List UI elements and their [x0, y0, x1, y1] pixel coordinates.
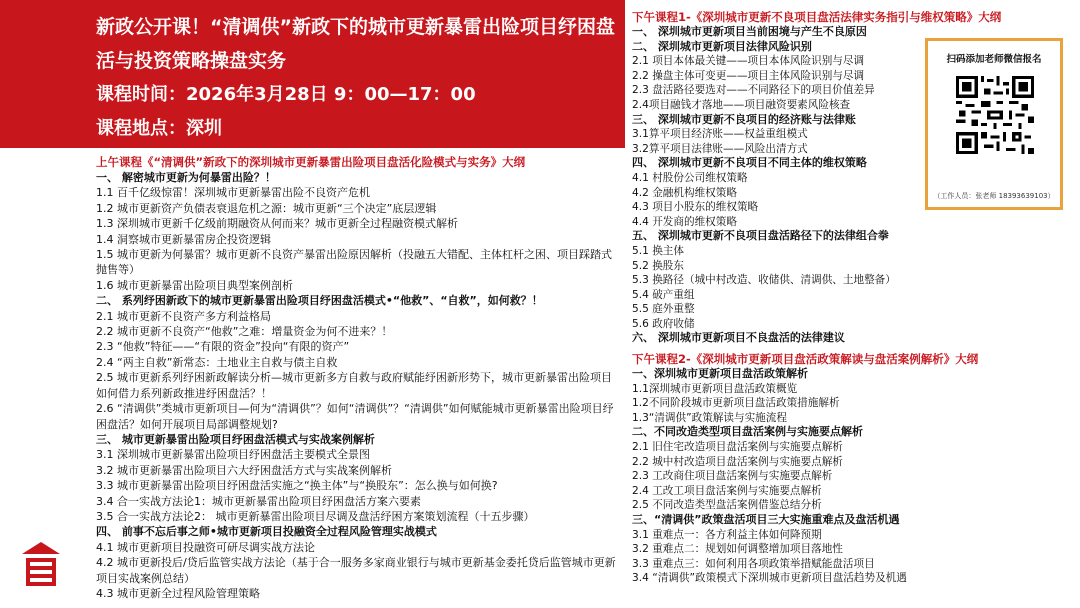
- outline-heading: 一、 解密城市更新为何暴雷出险？！: [96, 171, 276, 184]
- outline-item: 1.3“清调供”政策解读与实施流程: [632, 411, 787, 424]
- outline-item: 2.2 城市更新不良资产“他救”之难：增量资金为何不进来？！: [96, 325, 393, 339]
- afternoon-outline-2-lines: [632, 367, 1072, 586]
- outline-item: 4.2 金融机构维权策略: [632, 186, 737, 199]
- qr-code-icon[interactable]: [956, 76, 1034, 154]
- outline-item: 2.3 工改商住项目盘活案例与实施要点解析: [632, 470, 833, 483]
- outline-item: 4.3 城市更新全过程风险管理策略: [96, 586, 260, 600]
- course-time: 课程时间：2026年3月28日 9：00—17：00: [96, 84, 476, 105]
- outline-item: 5.4 破产重组: [632, 288, 695, 301]
- outline-item: 3.1算平项目经济账——权益重组模式: [632, 128, 808, 141]
- outline-item: 3.2 重难点二：规划如何调整增加项目落地性: [632, 543, 843, 556]
- outline-item: 4.1 村股份公司维权策略: [632, 171, 748, 184]
- outline-item: 2.5 城市更新系列纾困新政解读分析—城市更新多方自救与政府赋能纾困新形势下，城市更新暴雷出险项目如何借力系列新政推进纾困盘活？！: [96, 371, 612, 400]
- page-title: 新政公开课！“清调供”新政下的城市更新暴雷出险项目纾困盘活与投资策略操盘实务: [96, 16, 615, 72]
- morning-outline: [96, 154, 621, 601]
- outline-item: 3.1 重难点一：各方利益主体如何降预期: [632, 528, 822, 541]
- outline-heading: 二、不同改造类型项目盘活案例与实施要点解析: [632, 425, 863, 439]
- outline-heading: 四、 前事不忘后事之师•城市更新项目投融资全过程风险管理实战模式: [96, 525, 437, 539]
- afternoon-outline-2-title: 下午课程2-《深圳城市更新项目盘活政策解读与盘活案例解析》大纲: [632, 352, 979, 366]
- afternoon-outline-2: [632, 351, 1072, 586]
- outline-heading: 三、 城市更新暴雷出险项目纾困盘活模式与实战案例解析: [96, 432, 375, 446]
- outline-heading: 二、 深圳城市更新项目法律风险识别: [632, 39, 812, 53]
- outline-item: 1.4 洞察城市更新暴雷房企投资逻辑: [96, 232, 271, 246]
- qr-caption: 扫码添加老师微信报名: [946, 54, 1042, 65]
- outline-heading: 五、 深圳城市更新不良项目盘活路径下的法律组合拳: [632, 229, 889, 243]
- afternoon-outline-1-title: 下午课程1-《深圳城市更新不良项目盘活法律实务指引与维权策略》大纲: [632, 10, 1002, 24]
- outline-item: 2.3 盘活路径要选对——不同路径下的项目价值差异: [632, 84, 875, 97]
- outline-item: 2.3 “他救”特征——“有限的资金”投向“有限的资产”: [96, 340, 350, 354]
- outline-heading: 三、 深圳城市更新不良项目的经济账与法律账: [632, 112, 856, 126]
- outline-item: 4.1 城市更新项目投融资可研尽调实战方法论: [96, 540, 315, 554]
- outline-item: 2.1 城市更新不良资产多方利益格局: [96, 309, 271, 323]
- header-banner: [0, 0, 625, 148]
- outline-item: 5.5 庭外重整: [632, 303, 695, 316]
- outline-item: 2.4 “两主自救”新常态：土地业主自救与债主自救: [96, 355, 338, 369]
- outline-item: 2.2 操盘主体可变更——项目主体风险识别与尽调: [632, 69, 865, 82]
- outline-item: 3.5 合一实战方法论2： 城市更新暴雷出险项目尽调及盘活纾困方案策划流程（十五步骤）: [96, 509, 535, 523]
- outline-item: 1.2 城市更新资产负债表衰退危机之源：城市更新“三个决定”底层逻辑: [96, 201, 437, 215]
- outline-item: 3.3 城市更新暴雷出险项目纾困盘活实施之“换主体”与“换股东”：怎么换与如何换?: [96, 479, 498, 493]
- logo-icon: [20, 540, 62, 594]
- outline-item: 5.2 换股东: [632, 259, 684, 272]
- outline-heading: 二、 系列纾困新政下的城市更新暴雷出险项目纾困盘活模式•“他救”、“自救”，如何救？！: [96, 294, 543, 308]
- outline-item: 2.6 “清调供”类城市更新项目—何为“清调供”？如何“清调供”？“清调供”如何赋能城市更新暴雷出险项目纾困盘活？如何开展项目局部调整规划?: [96, 402, 614, 431]
- outline-item: 2.1 旧住宅改造项目盘活案例与实施要点解析: [632, 440, 843, 453]
- outline-heading: 六、 深圳城市更新项目不良盘活的法律建议: [632, 331, 845, 345]
- outline-item: 1.1深圳城市更新项目盘活政策概览: [632, 382, 798, 395]
- qr-card: [925, 38, 1063, 210]
- outline-item: 5.1 换主体: [632, 244, 684, 257]
- outline-item: 4.4 开发商的维权策略: [632, 215, 737, 228]
- outline-item: 4.2 城市更新投后/贷后监管实战方法论（基于合一服务多家商业银行与城市更新基金委托贷后监管城市更新项目实战案例总结）: [96, 556, 616, 585]
- outline-item: 1.5 城市更新为何暴雷？城市更新不良资产暴雷出险原因解析（投融五大错配、主体杠杆之困、项目踩踏式抛售等）: [96, 248, 612, 277]
- outline-heading: 三、“清调供”政策盘活项目三大实施重难点及盘活机遇: [632, 512, 900, 526]
- outline-item: 2.4 工改工项目盘活案例与实施要点解析: [632, 484, 822, 497]
- outline-item: 3.4 “清调供”政策模式下深圳城市更新项目盘活趋势及机遇: [632, 572, 907, 585]
- outline-item: 5.6 政府收储: [632, 317, 695, 330]
- outline-item: 3.4 合一实战方法论1：城市更新暴雷出险项目纾困盘活方案六要素: [96, 494, 421, 508]
- outline-item: 1.6 城市更新暴雷出险项目典型案例剖析: [96, 278, 293, 292]
- outline-item: 3.3 重难点三：如何利用各项政策举措赋能盘活项目: [632, 557, 875, 570]
- morning-outline-lines: [96, 170, 621, 601]
- outline-item: 1.3 深圳城市更新千亿级前期融资从何而来？城市更新全过程融资模式解析: [96, 217, 458, 231]
- outline-item: 3.1 深圳城市更新暴雷出险项目纾困盘活主要模式全景图: [96, 448, 370, 462]
- outline-item: 2.5 不同改造类型盘活案例借鉴总结分析: [632, 499, 822, 512]
- outline-heading: 一、深圳城市更新项目盘活政策解析: [632, 367, 808, 380]
- outline-item: 2.1 项目本体最关键——项目本体风险识别与尽调: [632, 55, 865, 68]
- morning-outline-title: 上午课程《“清调供”新政下的深圳城市更新暴雷出险项目盘活化险模式与实务》大纲: [96, 155, 526, 169]
- outline-item: 2.2 城中村改造项目盘活案例与实施要点解析: [632, 455, 843, 468]
- outline-item: 3.2算平项目法律账——风险出清方式: [632, 142, 808, 155]
- course-place: 课程地点：深圳: [96, 118, 222, 139]
- outline-heading: 四、 深圳城市更新不良项目不同主体的维权策略: [632, 156, 867, 170]
- outline-heading: 一、 深圳城市更新项目当前困境与产生不良原因: [632, 25, 867, 38]
- outline-item: 1.2不同阶段城市更新项目盘活政策措施解析: [632, 397, 840, 410]
- outline-item: 3.2 城市更新暴雷出险项目六大纾困盘活方式与实战案例解析: [96, 463, 392, 477]
- outline-item: 1.1 百千亿级惊雷！深圳城市更新暴雷出险不良资产危机: [96, 186, 370, 200]
- outline-item: 5.3 换路径（城中村改造、收储供、清调供、土地整备）: [632, 274, 896, 287]
- outline-item: 4.3 项目小股东的维权策略: [632, 201, 759, 214]
- qr-worker-contact: （工作人员：张老师 18393639103）: [933, 192, 1055, 200]
- outline-item: 2.4项目融钱才落地——项目融资要素风险核查: [632, 98, 851, 111]
